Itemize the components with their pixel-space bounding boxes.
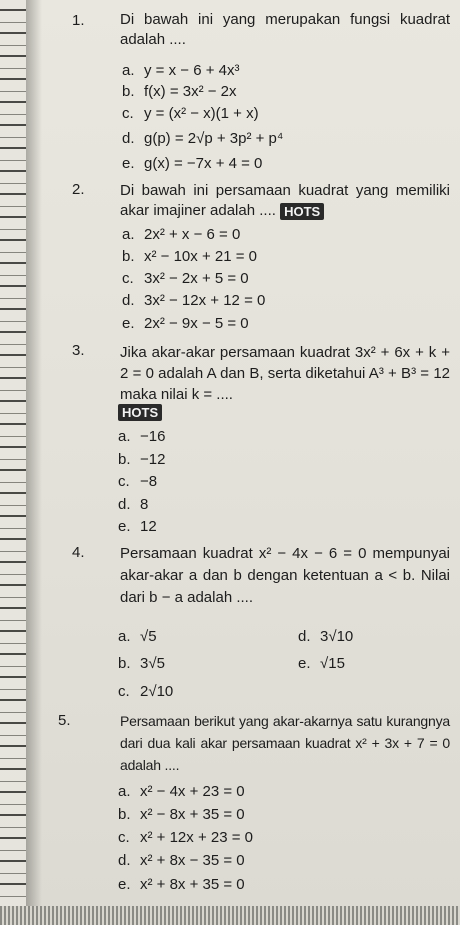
question-2-option-c[interactable]: c. 3x² − 2x + 5 = 0 [122, 270, 249, 287]
question-2-option-b[interactable]: b. x² − 10x + 21 = 0 [122, 248, 257, 265]
question-2-option-d[interactable]: d. 3x² − 12x + 12 = 0 [122, 292, 266, 309]
question-1-number: 1. [72, 12, 85, 29]
question-4-option-b[interactable]: b. 3√5 [118, 655, 165, 672]
question-4-option-a[interactable]: a. √5 [118, 628, 157, 645]
question-4-number: 4. [72, 544, 85, 561]
question-4-option-c[interactable]: c. 2√10 [118, 683, 174, 700]
question-1-option-e[interactable]: e. g(x) = −7x + 4 = 0 [122, 155, 263, 172]
question-3-option-a[interactable]: a. −16 [118, 428, 166, 445]
question-5-stem: Persamaan berikut yang akar-akarnya satu kurangnya dari dua kali akar persamaan kuadrat x² + 3x + 7 = 0 adalah .... [120, 713, 450, 773]
question-1-option-c[interactable]: c. y = (x² − x)(1 + x) [122, 105, 259, 122]
question-1-option-a[interactable]: a. y = x − 6 + 4x³ [122, 62, 240, 79]
question-5-option-d[interactable]: d. x² + 8x − 35 = 0 [118, 852, 245, 869]
question-5-number: 5. [58, 712, 71, 729]
question-2-number: 2. [72, 181, 85, 198]
question-3-option-e[interactable]: e. 12 [118, 518, 157, 535]
question-2-stem: Di bawah ini persamaan kuadrat yang memiliki akar imajiner adalah .... HOTS [120, 182, 450, 219]
question-3-stem: Jika akar-akar persamaan kuadrat 3x² + 6x + k + 2 = 0 adalah A dan B, serta diketahui A³ + B³ = 12 maka nilai k = .... [120, 344, 450, 403]
question-2-option-a[interactable]: a. 2x² + x − 6 = 0 [122, 226, 241, 243]
question-5-option-c[interactable]: c. x² + 12x + 23 = 0 [118, 829, 253, 846]
page-bottom-edge [0, 906, 460, 925]
hots-badge: HOTS [280, 203, 324, 220]
question-3-option-b[interactable]: b. −12 [118, 451, 166, 468]
question-2-option-e[interactable]: e. 2x² − 9x − 5 = 0 [122, 315, 249, 332]
question-1-option-d[interactable]: d. g(p) = 2√p + 3p² + p⁴ [122, 130, 284, 147]
question-3-number: 3. [72, 342, 85, 359]
question-5-option-a[interactable]: a. x² − 4x + 23 = 0 [118, 783, 245, 800]
question-4-option-e[interactable]: e. √15 [298, 655, 345, 672]
question-4-stem: Persamaan kuadrat x² − 4x − 6 = 0 mempunyai akar-akar a dan b dengan ketentuan a < b. Nilai dari b − a adalah .... [120, 545, 450, 606]
question-5-option-b[interactable]: b. x² − 8x + 35 = 0 [118, 806, 245, 823]
question-3-option-c[interactable]: c. −8 [118, 473, 158, 490]
question-1-stem: Di bawah ini yang merupakan fungsi kuadrat adalah .... [120, 11, 450, 48]
question-4-option-d[interactable]: d. 3√10 [298, 628, 354, 645]
hots-badge: HOTS [118, 404, 162, 421]
question-1-option-b[interactable]: b. f(x) = 3x² − 2x [122, 83, 237, 100]
question-3-hots [118, 404, 162, 422]
question-3-option-d[interactable]: d. 8 [118, 496, 149, 513]
question-5-option-e[interactable]: e. x² + 8x + 35 = 0 [118, 876, 245, 893]
